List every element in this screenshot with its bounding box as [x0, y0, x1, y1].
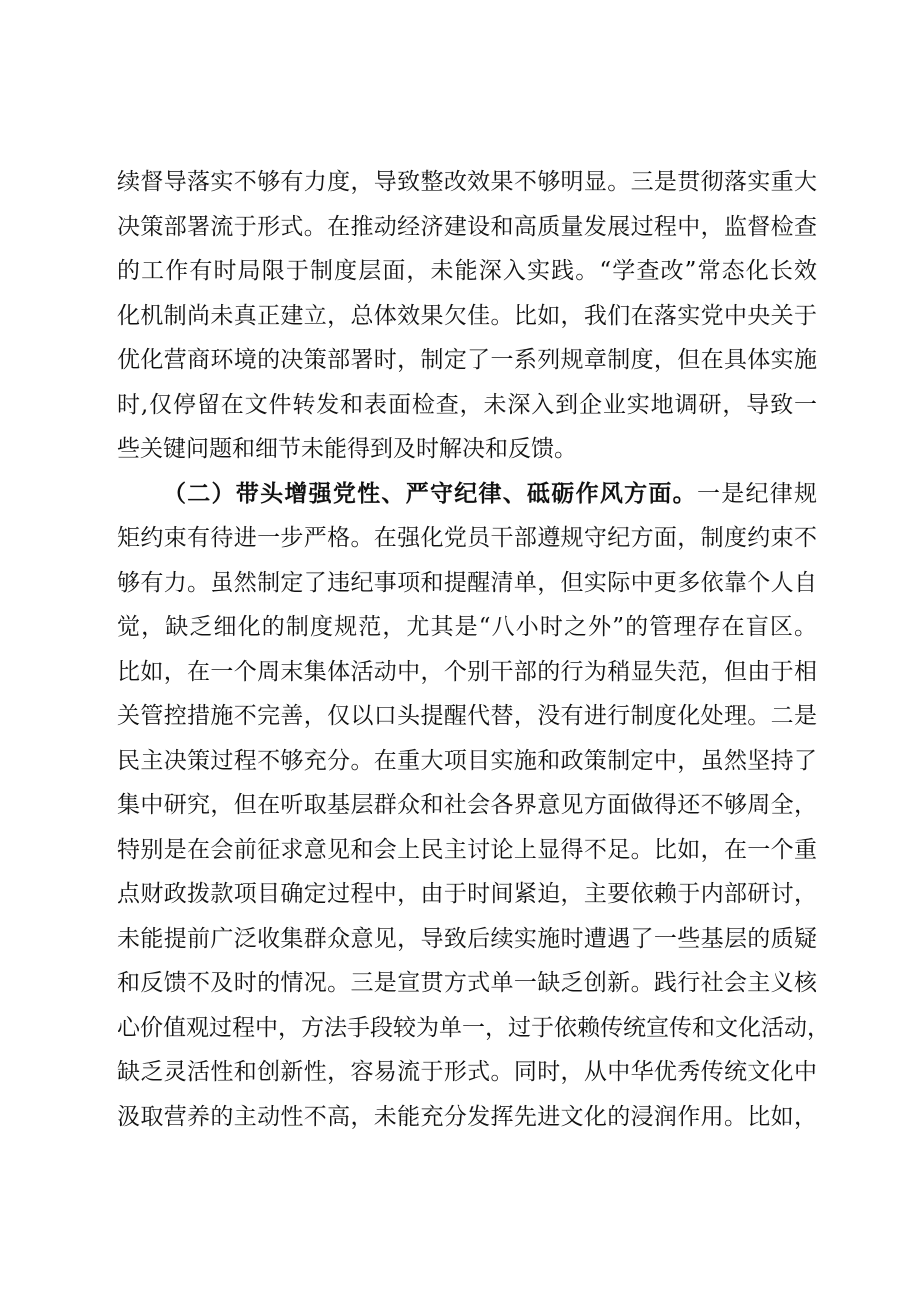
- text-line: 特别是在会前征求意见和会上民主讨论上显得不足。比如，在一个重: [117, 836, 817, 863]
- text-line: 比如，在一个周末集体活动中，个别干部的行为稍显失范，但由于相: [117, 658, 817, 685]
- text-line: 民主决策过程不够充分。在重大项目实施和政策制定中，虽然坚持了: [117, 747, 817, 774]
- text-line: 和反馈不及时的情况。三是宣贯方式单一缺乏创新。践行社会主义核: [117, 970, 817, 996]
- text-line: 够有力。虽然制定了违纪事项和提醒清单，但实际中更多依靠个人自: [117, 569, 817, 596]
- text-line: 化机制尚未真正建立，总体效果欠佳。比如，我们在落实党中央关于: [117, 302, 817, 329]
- text-line: 优化营商环境的决策部署时，制定了一系列规章制度，但在具体实施: [117, 347, 817, 373]
- text-line: 觉，缺乏细化的制度规范，尤其是“八小时之外”的管理存在盲区。: [117, 614, 817, 640]
- text-line: 缺乏灵活性和创新性，容易流于形式。同时，从中华优秀传统文化中: [117, 1059, 817, 1085]
- text-line: 矩约束有待进一步严格。在强化党员干部遵规守纪方面，制度约束不: [117, 525, 817, 551]
- text-line: 决策部署流于形式。在推动经济建设和高质量发展过程中，监督检查: [117, 213, 817, 240]
- text-line: 集中研究，但在听取基层群众和社会各界意见方面做得还不够周全，: [117, 792, 817, 818]
- document-body: [117, 160, 830, 1139]
- paragraph-first-line: [117, 472, 817, 517]
- section-heading: （二）带头增强党性、严守纪律、砥砺作风方面。: [163, 480, 697, 507]
- text-line: 些关键问题和细节未能得到及时解决和反馈。: [117, 436, 577, 462]
- text-line: 未能提前广泛收集群众意见，导致后续实施时遭遇了一些基层的质疑: [117, 925, 817, 952]
- text-line: 心价值观过程中，方法手段较为单一，过于依赖传统宣传和文化活动，: [117, 1014, 830, 1041]
- first-line-text: 一是纪律规: [696, 480, 818, 507]
- paragraph-2: [117, 472, 830, 1140]
- text-line: 关管控措施不完善，仅以口头提醒代替，没有进行制度化处理。二是: [117, 703, 817, 729]
- text-line: 的工作有时局限于制度层面，未能深入实践。“学查改”常态化长效: [117, 258, 817, 284]
- text-line: 时,仅停留在文件转发和表面检查，未深入到企业实地调研，导致一: [117, 391, 817, 418]
- text-line: 续督导落实不够有力度，导致整改效果不够明显。三是贯彻落实重大: [117, 169, 817, 195]
- paragraph-1: [117, 160, 817, 472]
- text-line: 汲取营养的主动性不高，未能充分发挥先进文化的浸润作用。比如，: [117, 1103, 817, 1130]
- text-line: 点财政拨款项目确定过程中，由于时间紧迫，主要依赖于内部研讨，: [117, 881, 817, 907]
